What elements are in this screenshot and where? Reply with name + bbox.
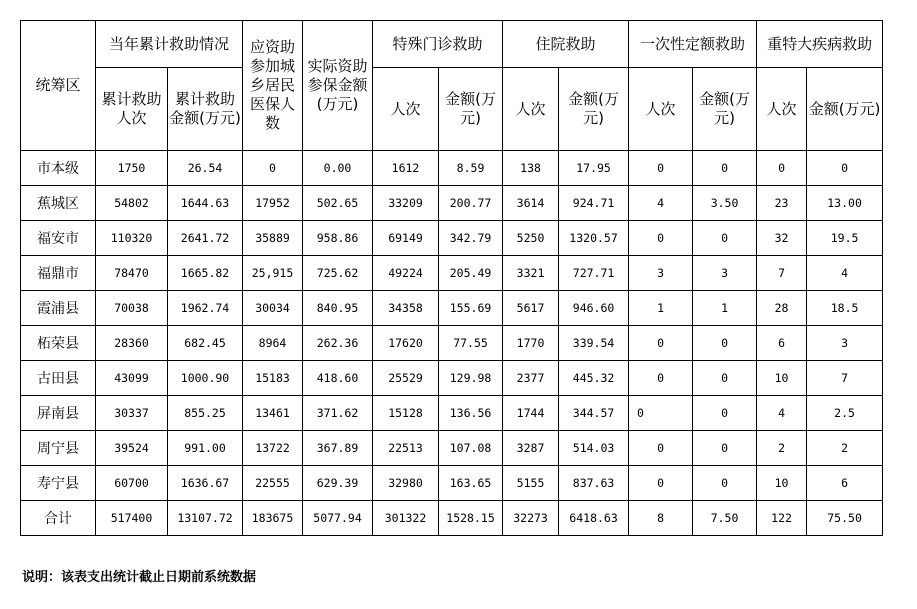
cell-district: 福鼎市 [21,256,96,291]
cell-insure-count: 0 [243,151,303,186]
cell-mj-count: 4 [757,396,807,431]
cell-op-amount: 155.69 [439,291,503,326]
cell-ip-amount: 445.32 [559,361,629,396]
cell-mj-amount: 0 [807,151,883,186]
header-outpatient-amount: 金额(万元) [439,68,503,151]
cell-total-count: 517400 [96,501,168,536]
cell-fx-amount: 3.50 [693,186,757,221]
cell-op-amount: 107.08 [439,431,503,466]
cell-fx-count: 3 [629,256,693,291]
cell-total-count: 30337 [96,396,168,431]
cell-mj-amount: 4 [807,256,883,291]
cell-fx-count: 0 [629,361,693,396]
cell-district: 合计 [21,501,96,536]
table-row [21,221,883,256]
header-total-count: 累计救助人次 [96,68,168,151]
cell-op-count: 33209 [373,186,439,221]
cell-mj-count: 122 [757,501,807,536]
header-major-count: 人次 [757,68,807,151]
cell-fx-count: 4 [629,186,693,221]
cell-ip-amount: 6418.63 [559,501,629,536]
header-fixed-amount: 金额(万元) [693,68,757,151]
cell-fx-amount: 0 [693,151,757,186]
cell-mj-amount: 13.00 [807,186,883,221]
cell-insure-amount: 725.62 [303,256,373,291]
cell-op-amount: 136.56 [439,396,503,431]
cell-total-amount: 13107.72 [168,501,243,536]
table-row [21,361,883,396]
cell-op-amount: 1528.15 [439,501,503,536]
header-fixed-count: 人次 [629,68,693,151]
cell-insure-count: 35889 [243,221,303,256]
cell-mj-amount: 18.5 [807,291,883,326]
cell-fx-count: 0 [629,431,693,466]
footnote: 说明：该表支出统计截止日期前系统数据 [22,570,257,585]
cell-ip-count: 3287 [503,431,559,466]
cell-total-amount: 1962.74 [168,291,243,326]
cell-ip-count: 3614 [503,186,559,221]
cell-op-amount: 77.55 [439,326,503,361]
cell-mj-amount: 75.50 [807,501,883,536]
cell-op-count: 34358 [373,291,439,326]
cell-total-count: 28360 [96,326,168,361]
cell-mj-amount: 19.5 [807,221,883,256]
cell-ip-amount: 727.71 [559,256,629,291]
cell-fx-amount: 0 [693,221,757,256]
cell-insure-amount: 367.89 [303,431,373,466]
cell-insure-amount: 840.95 [303,291,373,326]
cell-insure-count: 25,915 [243,256,303,291]
cell-op-count: 25529 [373,361,439,396]
table-row [21,466,883,501]
header-row-2 [21,68,883,151]
total-row [21,501,883,536]
cell-fx-amount: 1 [693,291,757,326]
cell-insure-count: 17952 [243,186,303,221]
cell-total-count: 110320 [96,221,168,256]
header-inpatient-count: 人次 [503,68,559,151]
cell-total-count: 70038 [96,291,168,326]
cell-total-amount: 26.54 [168,151,243,186]
cell-district: 霞浦县 [21,291,96,326]
cell-insure-count: 8964 [243,326,303,361]
header-major-amount: 金额(万元) [807,68,883,151]
relief-statistics-table [20,20,883,536]
cell-op-count: 1612 [373,151,439,186]
cell-op-amount: 205.49 [439,256,503,291]
cell-fx-count: 0 [629,466,693,501]
cell-total-amount: 991.00 [168,431,243,466]
table-row [21,151,883,186]
cell-fx-count: 0 [629,151,693,186]
cell-total-amount: 1644.63 [168,186,243,221]
cell-district: 古田县 [21,361,96,396]
cell-mj-count: 10 [757,466,807,501]
cell-insure-amount: 502.65 [303,186,373,221]
cell-mj-amount: 2.5 [807,396,883,431]
header-district: 统筹区 [21,21,96,151]
cell-total-amount: 1000.90 [168,361,243,396]
cell-total-count: 39524 [96,431,168,466]
cell-total-count: 54802 [96,186,168,221]
cell-mj-count: 28 [757,291,807,326]
cell-op-count: 15128 [373,396,439,431]
cell-total-amount: 1636.67 [168,466,243,501]
cell-ip-count: 3321 [503,256,559,291]
cell-fx-count: 0 [629,396,693,431]
cell-op-amount: 342.79 [439,221,503,256]
cell-fx-amount: 0 [693,431,757,466]
cell-op-count: 22513 [373,431,439,466]
cell-total-count: 1750 [96,151,168,186]
cell-fx-amount: 0 [693,466,757,501]
table-row [21,186,883,221]
cell-ip-amount: 17.95 [559,151,629,186]
cell-fx-amount: 0 [693,361,757,396]
cell-op-amount: 129.98 [439,361,503,396]
cell-insure-count: 183675 [243,501,303,536]
cell-fx-amount: 3 [693,256,757,291]
cell-fx-count: 0 [629,221,693,256]
cell-mj-amount: 6 [807,466,883,501]
cell-total-count: 78470 [96,256,168,291]
cell-insure-amount: 418.60 [303,361,373,396]
cell-ip-amount: 924.71 [559,186,629,221]
cell-ip-amount: 339.54 [559,326,629,361]
cell-ip-amount: 514.03 [559,431,629,466]
cell-mj-count: 23 [757,186,807,221]
cell-district: 屏南县 [21,396,96,431]
cell-insure-amount: 5077.94 [303,501,373,536]
cell-ip-amount: 1320.57 [559,221,629,256]
cell-mj-count: 10 [757,361,807,396]
table-body [21,151,883,536]
cell-mj-amount: 3 [807,326,883,361]
cell-mj-amount: 7 [807,361,883,396]
cell-fx-count: 8 [629,501,693,536]
cell-district: 周宁县 [21,431,96,466]
cell-ip-amount: 946.60 [559,291,629,326]
cell-mj-count: 2 [757,431,807,466]
cell-ip-count: 5250 [503,221,559,256]
cell-op-count: 17620 [373,326,439,361]
cell-insure-count: 13722 [243,431,303,466]
cell-total-amount: 855.25 [168,396,243,431]
header-group-fixed: 一次性定额救助 [629,21,757,68]
cell-insure-amount: 629.39 [303,466,373,501]
cell-mj-amount: 2 [807,431,883,466]
cell-insure-count: 22555 [243,466,303,501]
cell-insure-amount: 958.86 [303,221,373,256]
cell-district: 福安市 [21,221,96,256]
cell-fx-count: 0 [629,326,693,361]
header-group-inpatient: 住院救助 [503,21,629,68]
cell-ip-count: 2377 [503,361,559,396]
cell-mj-count: 6 [757,326,807,361]
cell-total-count: 43099 [96,361,168,396]
cell-mj-count: 32 [757,221,807,256]
cell-op-amount: 163.65 [439,466,503,501]
cell-ip-count: 32273 [503,501,559,536]
table-row [21,396,883,431]
cell-fx-amount: 0 [693,326,757,361]
cell-ip-count: 5155 [503,466,559,501]
cell-mj-count: 7 [757,256,807,291]
cell-total-amount: 1665.82 [168,256,243,291]
cell-op-count: 301322 [373,501,439,536]
cell-total-count: 60700 [96,466,168,501]
cell-ip-amount: 344.57 [559,396,629,431]
header-insure-amount: 实际资助参保金额(万元) [303,21,373,151]
cell-ip-amount: 837.63 [559,466,629,501]
header-group-total: 当年累计救助情况 [96,21,243,68]
cell-op-amount: 8.59 [439,151,503,186]
cell-total-amount: 2641.72 [168,221,243,256]
table-row [21,256,883,291]
cell-fx-amount: 0 [693,396,757,431]
cell-district: 柘荣县 [21,326,96,361]
cell-ip-count: 1744 [503,396,559,431]
header-group-outpatient: 特殊门诊救助 [373,21,503,68]
cell-district: 蕉城区 [21,186,96,221]
cell-mj-count: 0 [757,151,807,186]
table-row [21,326,883,361]
cell-insure-amount: 371.62 [303,396,373,431]
cell-op-count: 32980 [373,466,439,501]
header-inpatient-amount: 金额(万元) [559,68,629,151]
cell-district: 市本级 [21,151,96,186]
table-row [21,431,883,466]
cell-ip-count: 138 [503,151,559,186]
cell-insure-count: 15183 [243,361,303,396]
table-row [21,291,883,326]
cell-op-amount: 200.77 [439,186,503,221]
header-row-1 [21,21,883,68]
header-total-amount: 累计救助金额(万元) [168,68,243,151]
cell-insure-count: 30034 [243,291,303,326]
cell-ip-count: 5617 [503,291,559,326]
cell-insure-amount: 0.00 [303,151,373,186]
cell-op-count: 49224 [373,256,439,291]
cell-fx-count: 1 [629,291,693,326]
cell-op-count: 69149 [373,221,439,256]
cell-ip-count: 1770 [503,326,559,361]
cell-insure-amount: 262.36 [303,326,373,361]
header-outpatient-count: 人次 [373,68,439,151]
header-group-major: 重特大疾病救助 [757,21,883,68]
cell-insure-count: 13461 [243,396,303,431]
cell-district: 寿宁县 [21,466,96,501]
cell-fx-amount: 7.50 [693,501,757,536]
cell-total-amount: 682.45 [168,326,243,361]
header-insure-count: 应资助参加城乡居民医保人数 [243,21,303,151]
